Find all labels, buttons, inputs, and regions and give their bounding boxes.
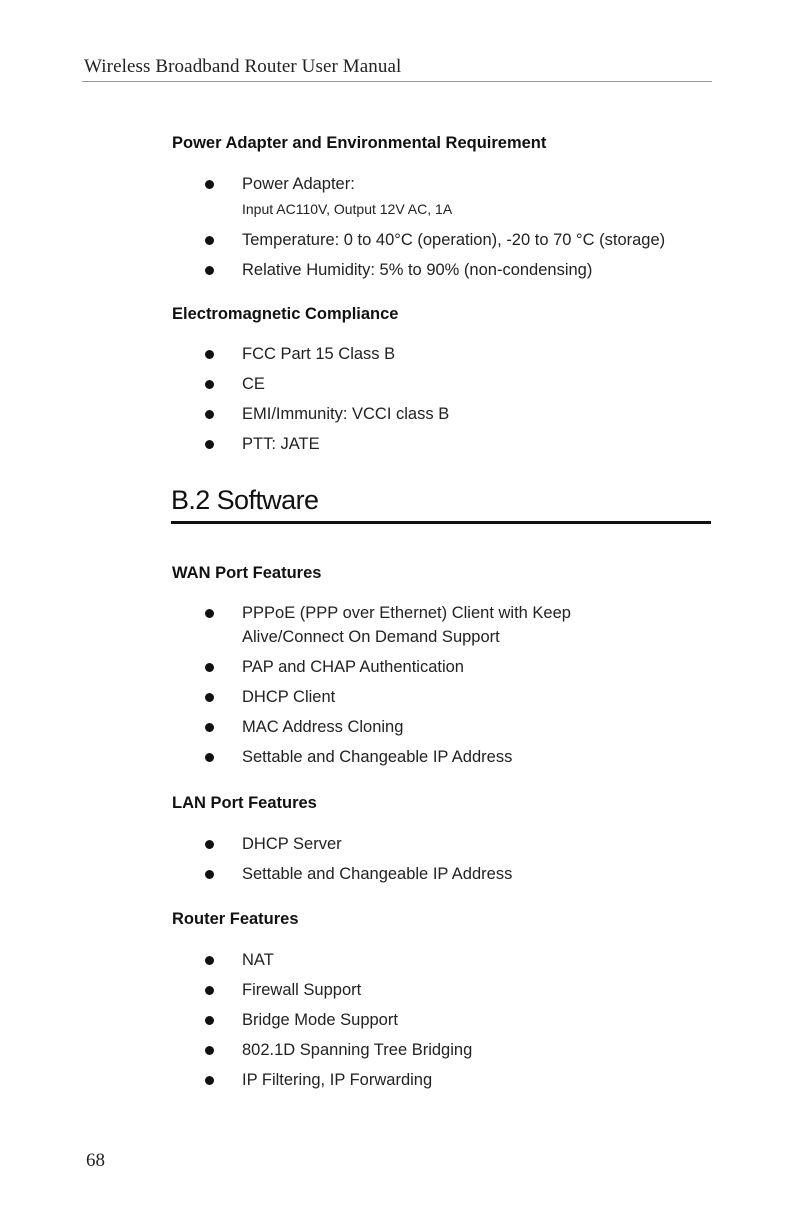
section-title: B.2 Software (171, 485, 319, 515)
item-label: PPPoE (PPP over Ethernet) Client with Keep (242, 604, 571, 622)
lan-heading: LAN Port Features (172, 794, 317, 812)
item-label: PTT: JATE (242, 435, 320, 453)
item-label: DHCP Client (242, 688, 336, 706)
router-heading: Router Features (172, 910, 299, 928)
bullet-icon (205, 956, 214, 965)
header-divider (82, 81, 712, 82)
emc-heading: Electromagnetic Compliance (172, 305, 399, 323)
bullet-icon (205, 440, 214, 449)
item-label: Relative Humidity: 5% to 90% (non-condensing) (242, 261, 593, 279)
bullet-icon (205, 266, 214, 275)
bullet-icon (205, 753, 214, 762)
item-label: NAT (242, 951, 274, 969)
item-label: EMI/Immunity: VCCI class B (242, 405, 450, 423)
item-label: IP Filtering, IP Forwarding (242, 1071, 433, 1089)
item-label: Bridge Mode Support (242, 1011, 398, 1029)
bullet-icon (205, 723, 214, 732)
bullet-icon (205, 350, 214, 359)
item-label: Settable and Changeable IP Address (242, 865, 513, 883)
power-heading: Power Adapter and Environmental Requirement (172, 134, 547, 152)
bullet-icon (205, 870, 214, 879)
bullet-icon (205, 693, 214, 702)
item-label: Settable and Changeable IP Address (242, 748, 513, 766)
bullet-icon (205, 663, 214, 672)
wan-heading: WAN Port Features (172, 564, 322, 582)
page-number: 68 (86, 1150, 105, 1171)
bullet-icon (205, 180, 214, 189)
bullet-icon (205, 1016, 214, 1025)
bullet-icon (205, 1076, 214, 1085)
bullet-icon (205, 986, 214, 995)
item-continuation: Alive/Connect On Demand Support (242, 628, 500, 646)
item-label: FCC Part 15 Class B (242, 345, 396, 363)
bullet-icon (205, 609, 214, 618)
running-header: Wireless Broadband Router User Manual (84, 56, 402, 77)
item-label: 802.1D Spanning Tree Bridging (242, 1041, 473, 1059)
item-label: PAP and CHAP Authentication (242, 658, 464, 676)
bullet-icon (205, 380, 214, 389)
bullet-icon (205, 1046, 214, 1055)
item-label: MAC Address Cloning (242, 718, 404, 736)
bullet-icon (205, 236, 214, 245)
item-label: Firewall Support (242, 981, 362, 999)
item-detail: Input AC110V, Output 12V AC, 1A (242, 201, 453, 217)
bullet-icon (205, 410, 214, 419)
item-label: Power Adapter: (242, 175, 355, 193)
item-label: CE (242, 375, 265, 393)
item-label: DHCP Server (242, 835, 342, 853)
bullet-icon (205, 840, 214, 849)
section-divider (171, 521, 711, 524)
item-label: Temperature: 0 to 40°C (operation), -20 to 70 °C (storage) (242, 231, 666, 249)
